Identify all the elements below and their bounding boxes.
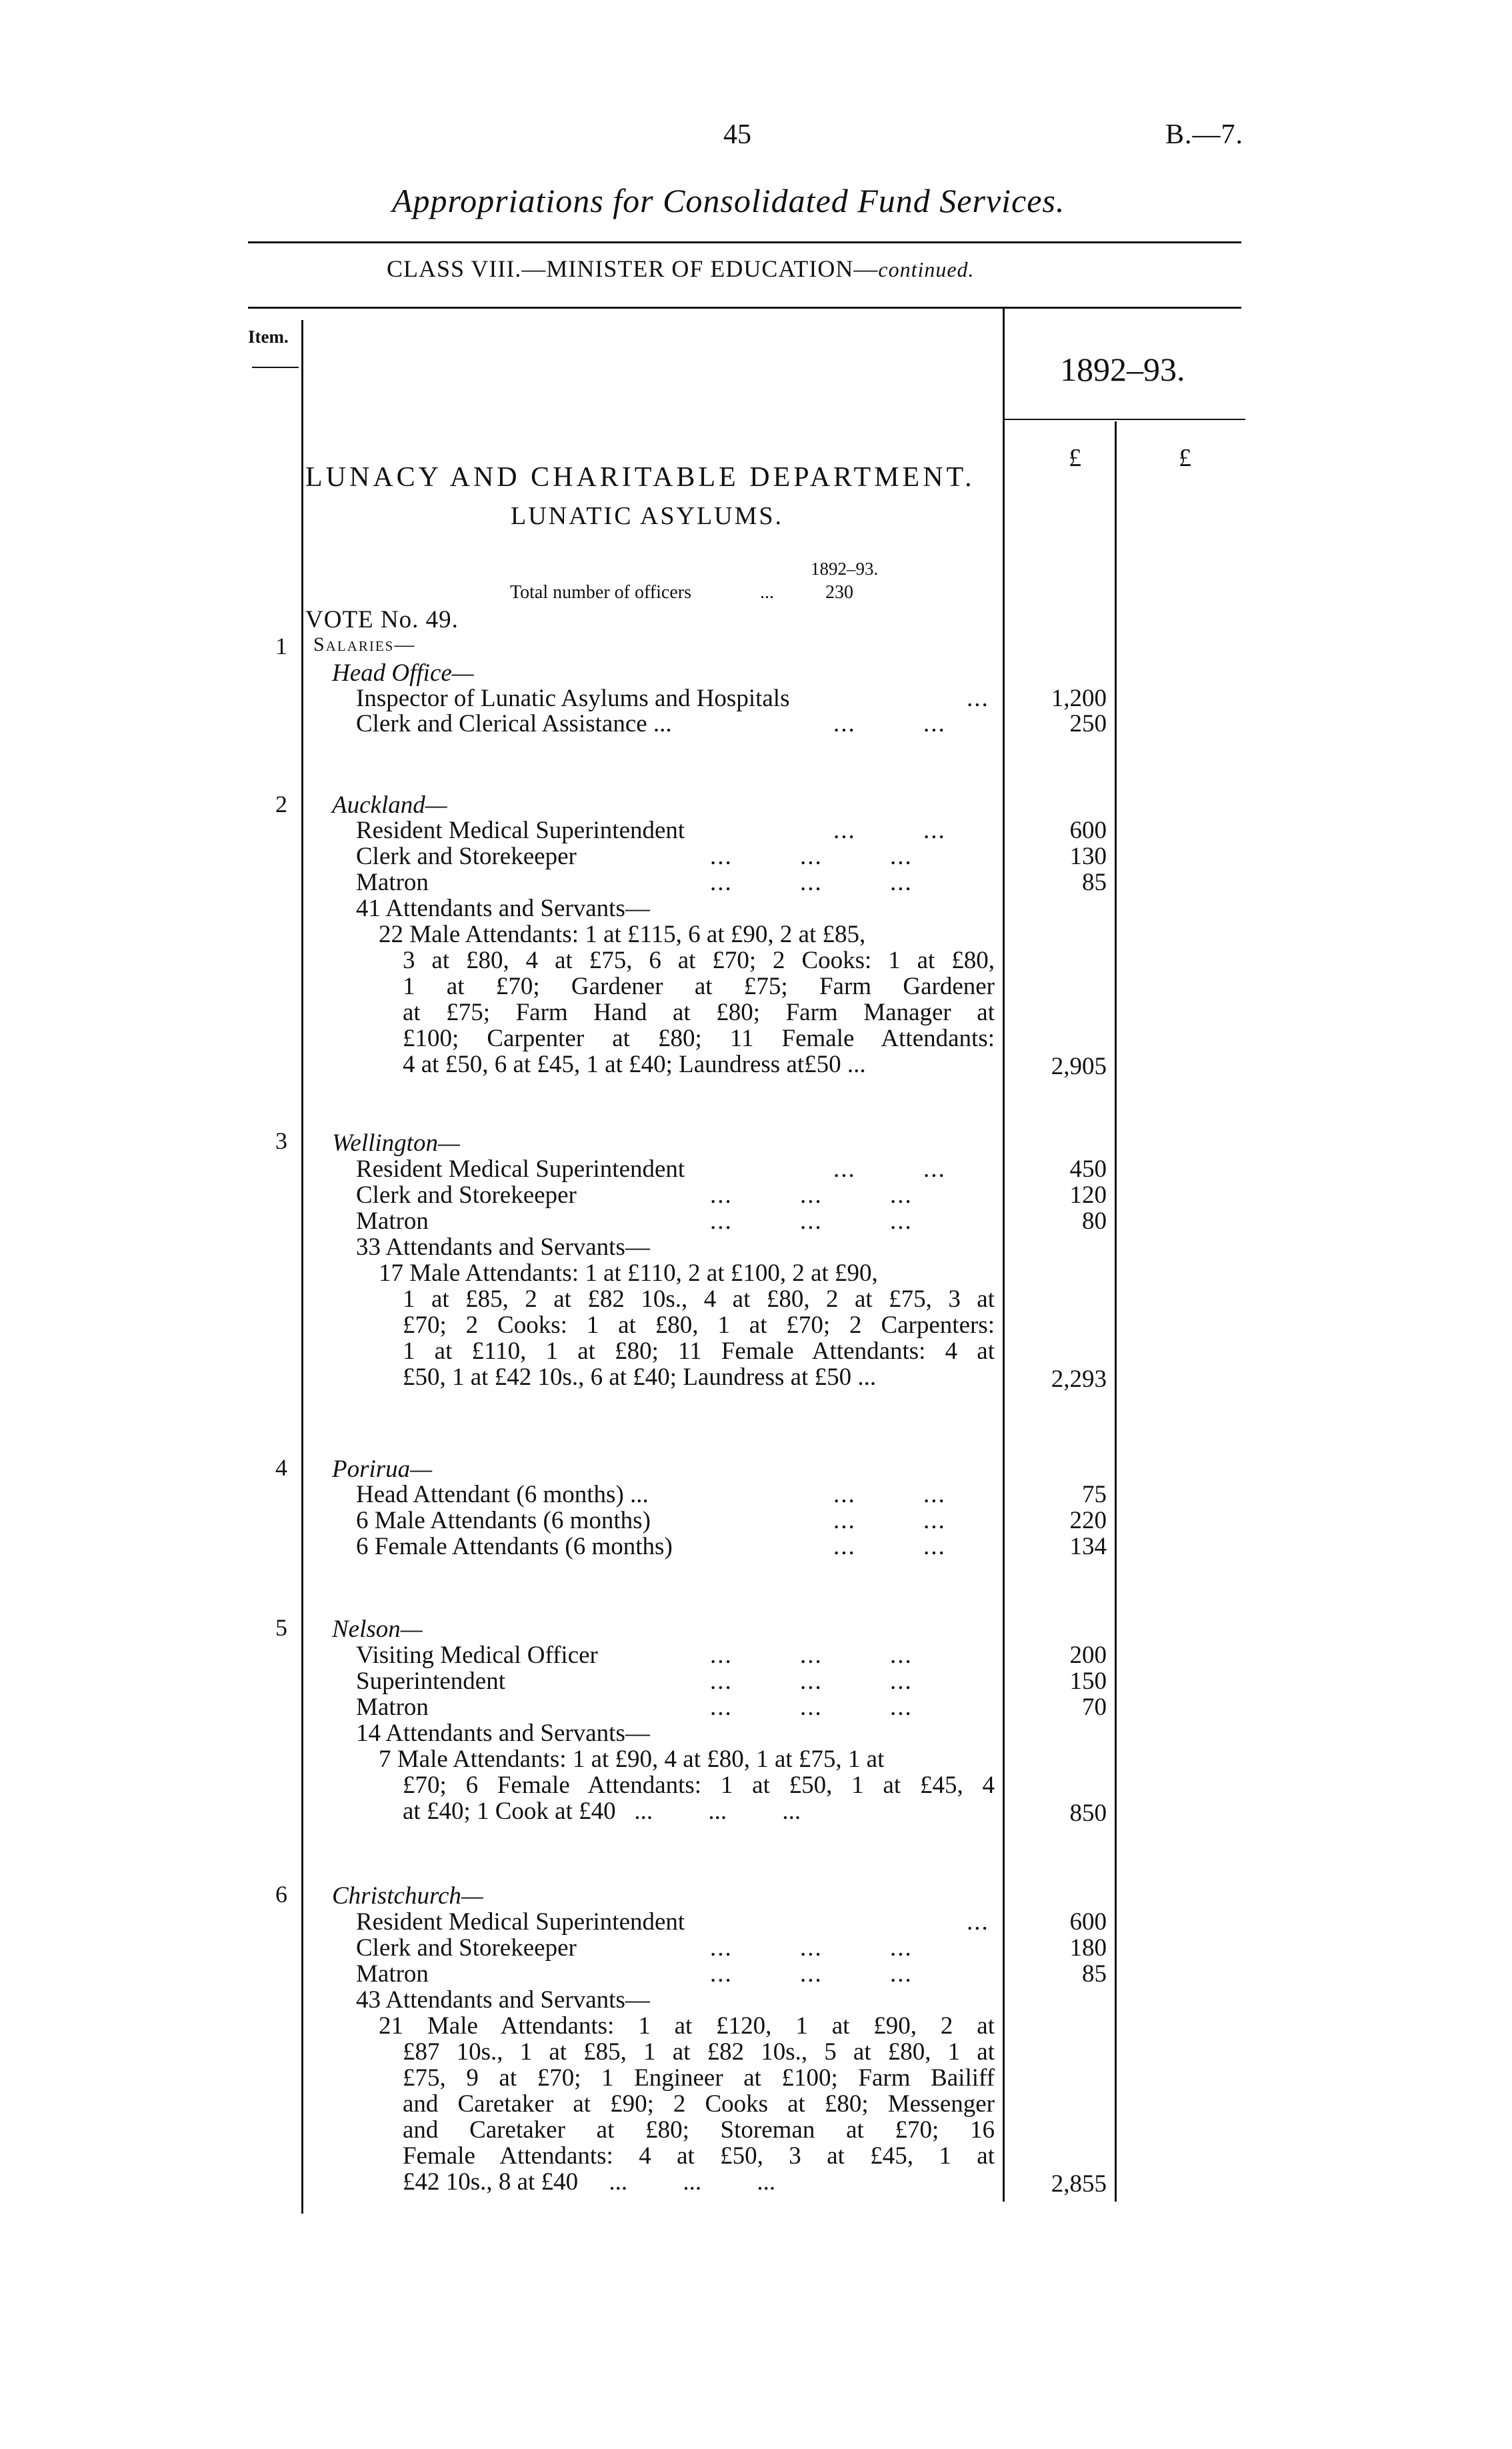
- officers-dots: ...: [760, 582, 774, 603]
- detail-line: 22 Male Attendants: 1 at £115, 6 at £90, 2 at £85,: [379, 921, 866, 948]
- line-item: Clerk and Clerical Assistance ...: [356, 710, 672, 737]
- vote-number: VOTE No. 49.: [305, 606, 459, 633]
- line-amount: 450: [1069, 1155, 1107, 1183]
- detail-line: Female Attendants: 4 at £50, 3 at £45, 1 at: [403, 2142, 995, 2170]
- line-item: Matron: [356, 1960, 429, 1988]
- section-subheading: Christchurch—: [332, 1882, 483, 1910]
- detail-line: £50, 1 at £42 10s., 6 at £40; Laundress at £50 ...: [403, 1364, 877, 1391]
- page-number: 45: [723, 119, 751, 150]
- leader-dots: ... ... ...: [710, 869, 913, 896]
- leader-dots: ... ... ...: [710, 1694, 913, 1721]
- line-item: 41 Attendants and Servants—: [356, 895, 650, 922]
- detail-line: and Caretaker at £90; 2 Cooks at £80; Messenger: [403, 2090, 995, 2118]
- item-number: 1: [275, 633, 287, 659]
- item-number: 6: [275, 1881, 287, 1908]
- line-item: 14 Attendants and Servants—: [356, 1720, 650, 1747]
- detail-line: £75, 9 at £70; 1 Engineer at £100; Farm Bailiff: [403, 2064, 995, 2092]
- detail-line: 1 at £70; Gardener at £75; Farm Gardener: [403, 973, 995, 1000]
- line-amount: 75: [1082, 1481, 1107, 1508]
- currency-symbol-items: £: [1069, 444, 1081, 472]
- item-number: 2: [275, 791, 287, 817]
- leader-dots: ... ... ...: [710, 1181, 913, 1209]
- detail-line: 21 Male Attendants: 1 at £120, 1 at £90, 2 at: [379, 2012, 995, 2040]
- leader-dots: ... ... ...: [710, 1668, 913, 1695]
- line-item: 33 Attendants and Servants—: [356, 1234, 650, 1261]
- section-subheading: Nelson—: [332, 1616, 423, 1643]
- line-amount: 2,905: [1051, 1053, 1107, 1080]
- class-heading: [387, 255, 975, 283]
- class-heading-text: CLASS VIII.—MINISTER OF EDUCATION—: [387, 255, 879, 282]
- line-amount: 85: [1082, 869, 1107, 896]
- line-amount: 80: [1082, 1207, 1107, 1235]
- line-item: 6 Female Attendants (6 months): [356, 1533, 673, 1560]
- leader-dots: ... ... ...: [710, 843, 913, 870]
- leader-dots: ... ...: [833, 1533, 946, 1560]
- amount-column-divider: [1115, 421, 1117, 2202]
- section-heading: Salaries—: [313, 633, 416, 655]
- leader-dots: ... ... ...: [710, 1642, 913, 1669]
- section-subheading: Wellington—: [332, 1129, 460, 1157]
- detail-line: 7 Male Attendants: 1 at £90, 4 at £80, 1 at £75, 1 at: [379, 1746, 885, 1773]
- line-item: 6 Male Attendants (6 months): [356, 1507, 651, 1534]
- section-subheading: Auckland—: [332, 791, 447, 819]
- document-reference: B.—7.: [1165, 119, 1244, 150]
- line-item: Inspector of Lunatic Asylums and Hospitals: [356, 685, 790, 712]
- line-amount: 600: [1069, 1908, 1107, 1936]
- line-amount: 600: [1069, 817, 1107, 844]
- leader-dots: ... ...: [833, 817, 946, 844]
- line-item: Clerk and Storekeeper: [356, 1181, 577, 1209]
- detail-line: £100; Carpenter at £80; 11 Female Attendants:: [403, 1025, 995, 1052]
- item-header-underline: [252, 367, 299, 368]
- detail-line: £70; 6 Female Attendants: 1 at £50, 1 at £45, 4: [403, 1772, 995, 1799]
- detail-line: £42 10s., 8 at £40 ... ... ...: [403, 2168, 776, 2196]
- line-item: 43 Attendants and Servants—: [356, 1986, 650, 2014]
- year-header-underline: [1004, 419, 1245, 420]
- page-title: Appropriations for Consolidated Fund Services.: [392, 182, 1065, 219]
- item-column-divider: [301, 320, 303, 2214]
- year-column-header: 1892–93.: [1060, 351, 1185, 388]
- section-subheading: Head Office—: [332, 659, 474, 687]
- detail-line: 17 Male Attendants: 1 at £110, 2 at £100, 2 at £90,: [379, 1260, 878, 1287]
- detail-line: 4 at £50, 6 at £45, 1 at £40; Laundress at£50 ...: [403, 1051, 866, 1078]
- leader-dots: ... ...: [833, 1155, 946, 1183]
- officers-label: Total number of officers: [510, 582, 691, 603]
- detail-line: 3 at £80, 4 at £75, 6 at £70; 2 Cooks: 1 at £80,: [403, 947, 995, 974]
- leader-dots: ... ... ...: [710, 1934, 913, 1962]
- line-amount: 1,200: [1051, 685, 1107, 712]
- line-amount: 2,855: [1051, 2170, 1107, 2198]
- item-number: 5: [275, 1614, 287, 1641]
- officers-year: 1892–93.: [811, 559, 879, 579]
- detail-line: £70; 2 Cooks: 1 at £80, 1 at £70; 2 Carpenters:: [403, 1312, 995, 1339]
- leader-dots: ... ... ...: [710, 1207, 913, 1235]
- department-title: LUNACY AND CHARITABLE DEPARTMENT.: [305, 462, 975, 493]
- currency-symbol-totals: £: [1179, 444, 1191, 472]
- line-item: Resident Medical Superintendent: [356, 817, 685, 844]
- line-item: Resident Medical Superintendent: [356, 1908, 685, 1936]
- line-item: Resident Medical Superintendent: [356, 1155, 685, 1183]
- line-item: Matron: [356, 869, 429, 896]
- department-subtitle: LUNATIC ASYLUMS.: [511, 502, 784, 530]
- line-amount: 2,293: [1051, 1366, 1107, 1393]
- line-item: Clerk and Storekeeper: [356, 1934, 577, 1962]
- line-amount: 130: [1069, 843, 1107, 870]
- detail-line: at £40; 1 Cook at £40 ... ... ...: [403, 1798, 801, 1825]
- line-amount: 250: [1069, 710, 1107, 737]
- line-item: Visiting Medical Officer: [356, 1642, 598, 1669]
- item-column-header: Item.: [248, 327, 289, 347]
- header-rule-bottom: [248, 307, 1241, 309]
- class-heading-continued: continued.: [878, 257, 975, 281]
- detail-line: £87 10s., 1 at £85, 1 at £82 10s., 5 at £80, 1 at: [403, 2038, 995, 2066]
- line-amount: 150: [1069, 1668, 1107, 1695]
- leader-dots: ... ...: [833, 710, 946, 737]
- detail-line: 1 at £85, 2 at £82 10s., 4 at £80, 2 at £75, 3 at: [403, 1286, 995, 1313]
- leader-dots: ...: [967, 685, 989, 712]
- line-amount: 70: [1082, 1694, 1107, 1721]
- line-item: Superintendent: [356, 1668, 506, 1695]
- officers-count: 230: [825, 582, 853, 603]
- line-amount: 120: [1069, 1181, 1107, 1209]
- line-amount: 134: [1069, 1533, 1107, 1560]
- line-amount: 180: [1069, 1934, 1107, 1962]
- item-number: 3: [275, 1127, 287, 1154]
- line-item: Clerk and Storekeeper: [356, 843, 577, 870]
- line-item: Head Attendant (6 months) ...: [356, 1481, 649, 1508]
- leader-dots: ... ...: [833, 1481, 946, 1508]
- leader-dots: ...: [967, 1908, 989, 1936]
- line-amount: 850: [1069, 1800, 1107, 1827]
- detail-line: and Caretaker at £80; Storeman at £70; 16: [403, 2116, 995, 2144]
- header-rule-top: [248, 241, 1241, 243]
- detail-line: 1 at £110, 1 at £80; 11 Female Attendants: 4 at: [403, 1338, 995, 1365]
- line-amount: 220: [1069, 1507, 1107, 1534]
- leader-dots: ... ...: [833, 1507, 946, 1534]
- detail-line: at £75; Farm Hand at £80; Farm Manager at: [403, 999, 995, 1026]
- line-item: Matron: [356, 1694, 429, 1721]
- leader-dots: ... ... ...: [710, 1960, 913, 1988]
- line-item: Matron: [356, 1207, 429, 1235]
- line-amount: 200: [1069, 1642, 1107, 1669]
- line-amount: 85: [1082, 1960, 1107, 1988]
- section-subheading: Porirua—: [332, 1456, 433, 1483]
- item-number: 4: [275, 1454, 287, 1481]
